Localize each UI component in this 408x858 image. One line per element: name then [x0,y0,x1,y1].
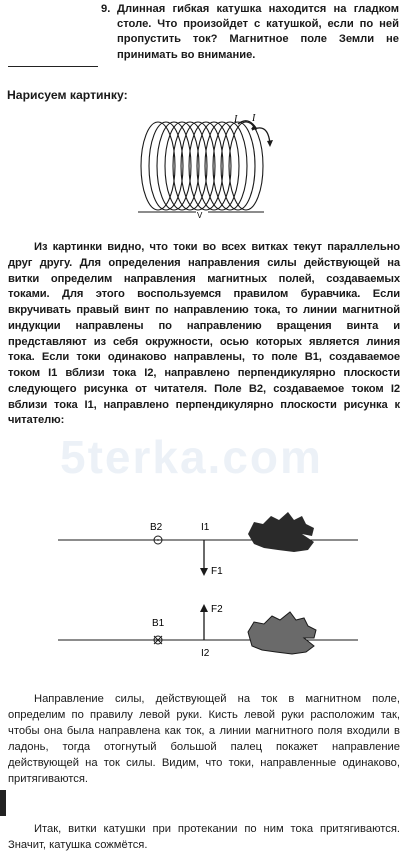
field-label-b1: B1 [152,618,165,629]
hand-1 [248,512,314,552]
current-label-2: I [252,113,256,124]
current-label-i2: I2 [201,648,210,659]
paragraph3-text: Итак, витки катушки при протекании по ним тока притягиваются. Значит, катушка сожмётся. [8,823,400,851]
current-label-i1: I1 [201,522,210,533]
paragraph-left-hand-rule [8,692,400,787]
margin-mark [0,790,6,816]
force-label-f1: F1 [211,566,223,577]
watermark: 5terka.com [60,431,323,483]
current-label-1: I [234,114,238,125]
bottom-label: V [197,211,203,220]
paragraph-explanation [8,240,400,429]
solution-heading: Нарисуем картинку: [7,88,128,102]
field-label-b2: B2 [150,522,163,533]
paragraph-conclusion [8,822,400,854]
task-number: 9. [101,3,111,15]
task-statement [101,2,399,63]
task-text: Длинная гибкая катушка находится на гладком столе. Что произойдет с катушкой, если по ней пропустить ток? Магнитное поле Земли не принимать во внимание. [117,3,399,61]
force-label-f2: F2 [211,604,223,615]
hand-2 [248,612,316,654]
paragraph1-text: Из картинки видно, что токи во всех витках текут параллельно друг другу. Для определения направления силы действующей на витки определим направления магнитных полей, создаваемых токами. Для этого воспользуемся правилом буравчика. Если вкручивать правый винт по направлению тока, то линии магнитной индукции направлены по направлению вращения винта и представляют из себя окружности, осью которых является линия тока. Если токи одинаково направлены, то поле B1, создаваемое током I1 вблизи тока I2, направлено перпендикулярно плоскости следующего рисунка от читателя. Поле B2, создаваемое током I2 вблизи тока I1, направлено перпендикулярно плоскости рисунка к читателю: [8,241,400,427]
paragraph2-text: Направление силы, действующей на ток в магнитном поле, определим по правилу левой руки. Кисть левой руки расположим так, чтобы она была направлена как ток, а линии магнитного поля входили в ладонь, тогда отогнутый большой палец покажет направление действующей на ток силы. Видим, что токи, направленные одинаково, притягиваются. [8,693,400,785]
force-figure [58,500,358,670]
answer-rule [8,66,98,67]
coil-figure [136,108,286,220]
coil-loops [141,122,263,210]
